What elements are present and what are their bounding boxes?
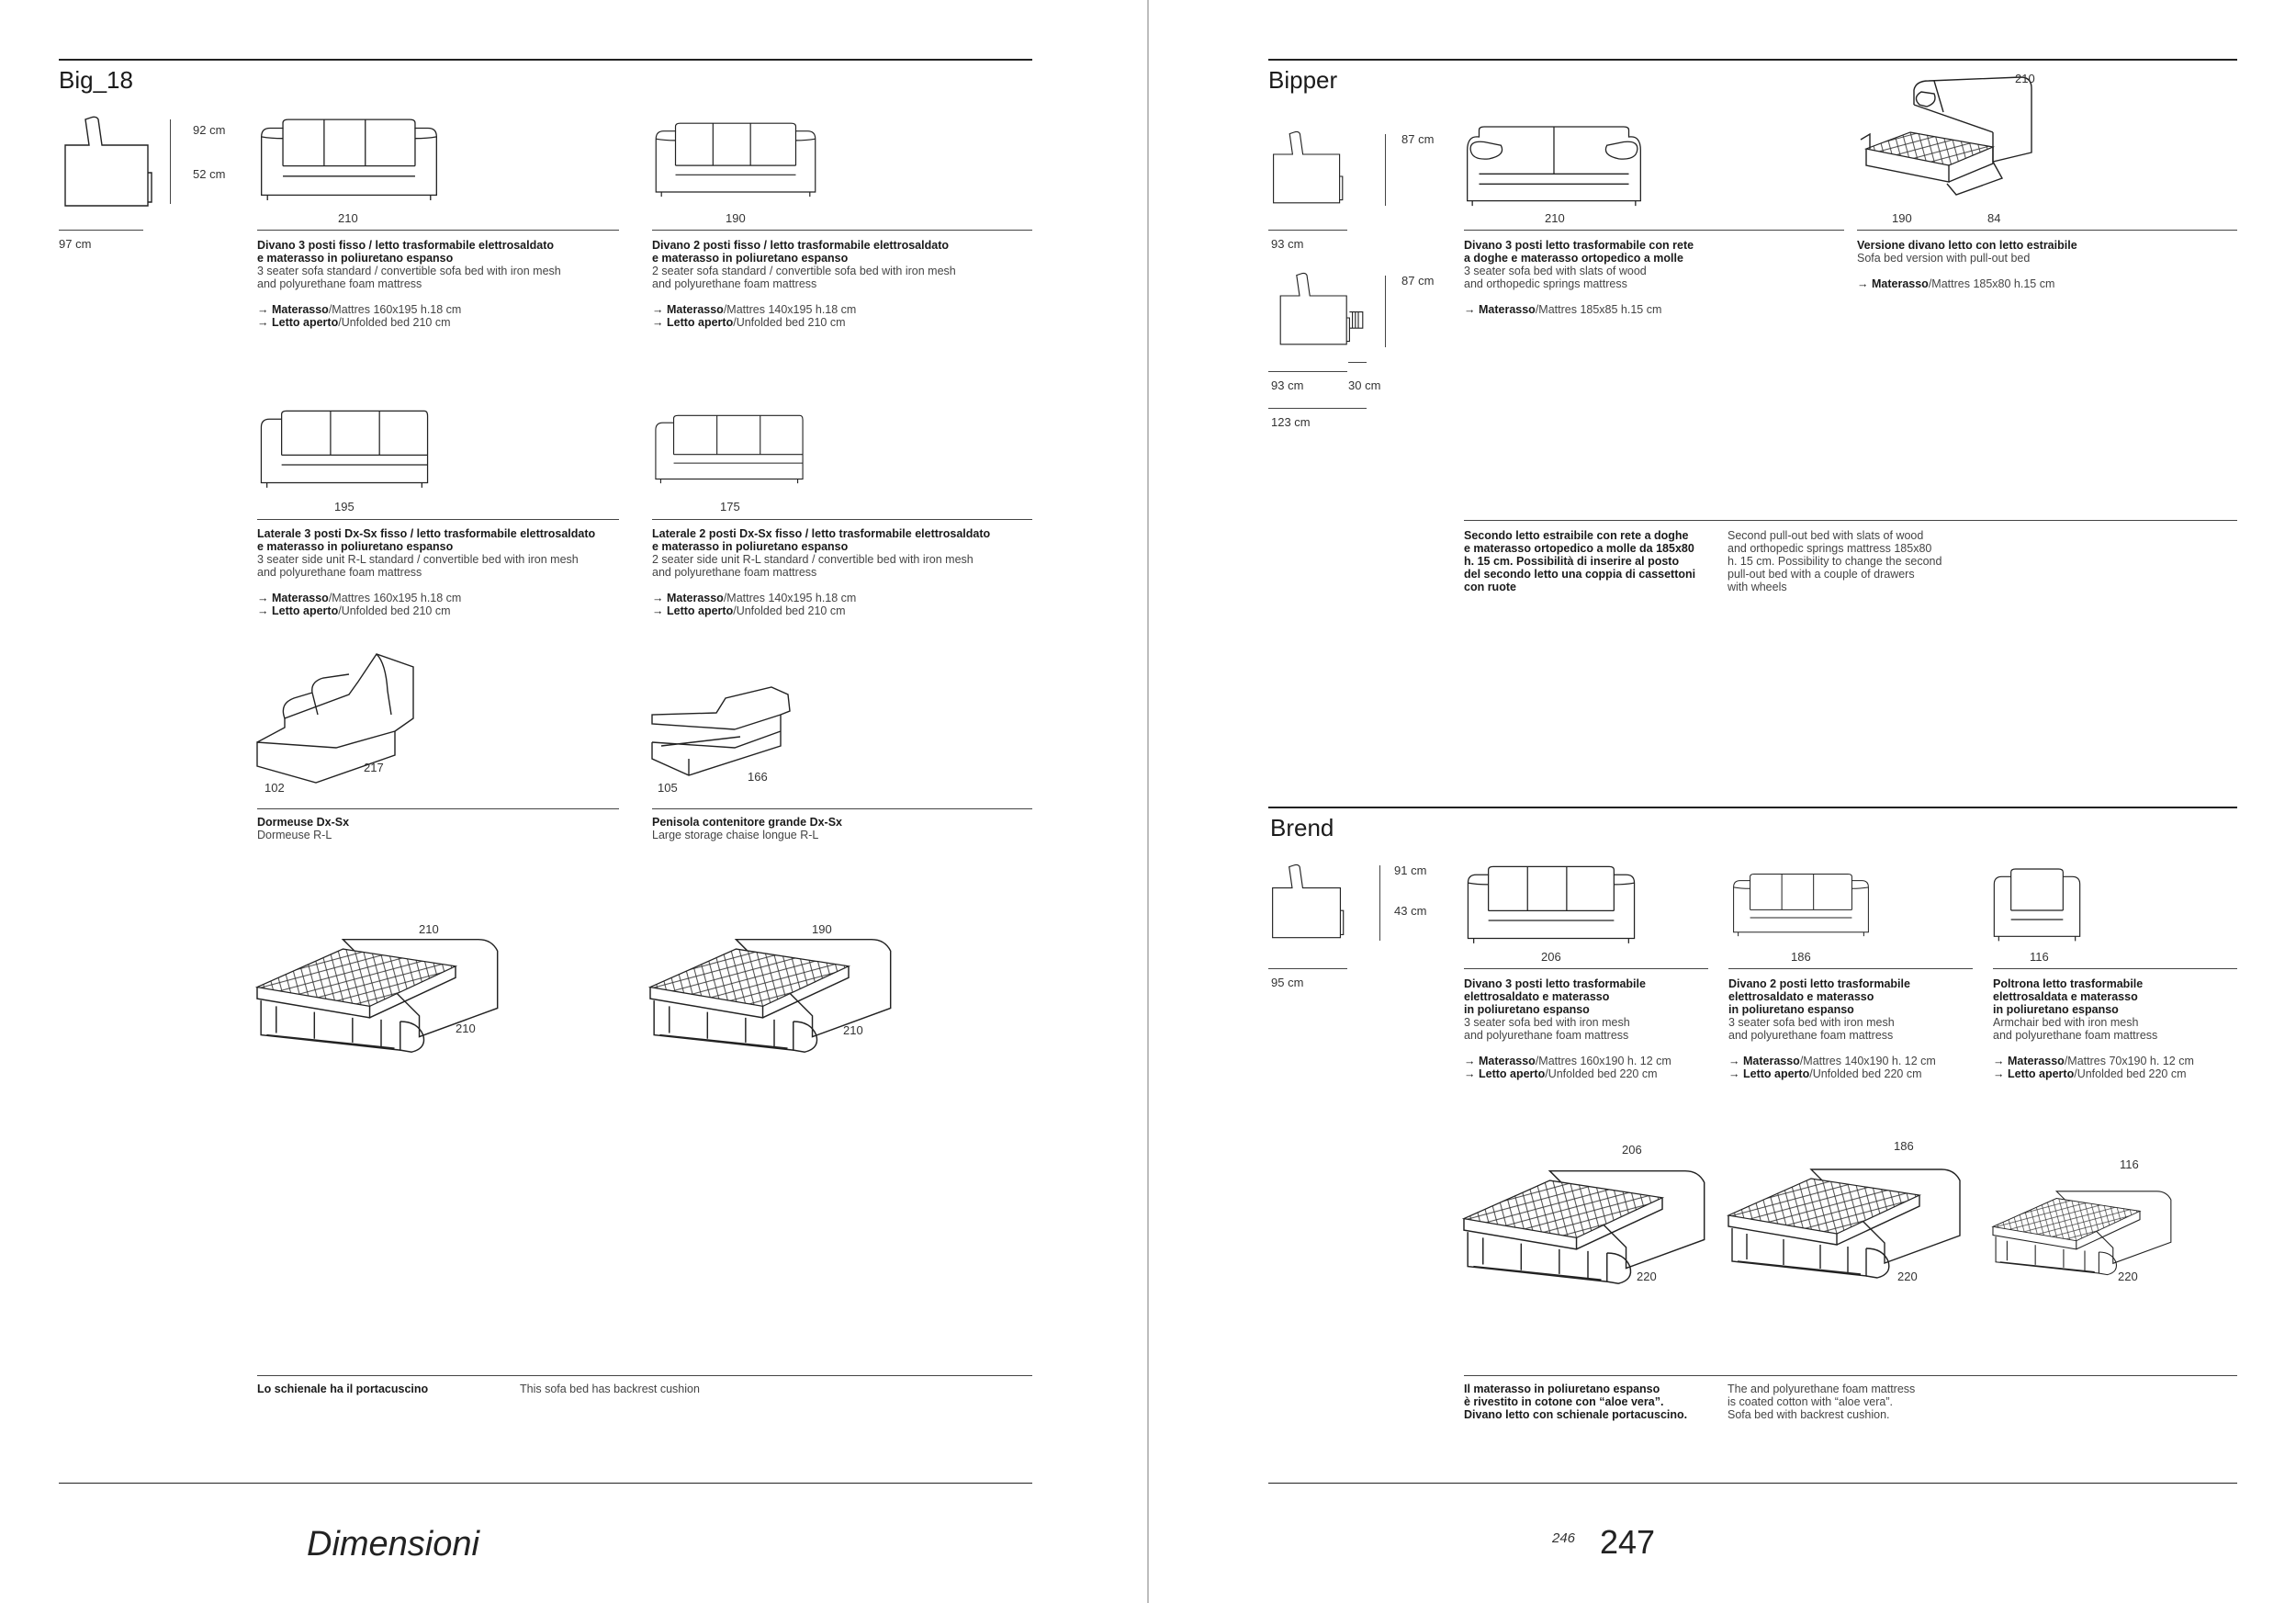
caption-rule xyxy=(652,519,1032,520)
dimension-label: 217 xyxy=(364,761,384,774)
header-rule xyxy=(59,59,1032,61)
item-caption: Divano 2 posti letto trasformabile elettrosaldato e materasso in poliuretano espanso 3 seater sofa bed with iron mesh and polyurethane foam mattress → Materasso/Mattres 140x190 h. 12 cm → Letto aperto/Unfolded bed 220 cm xyxy=(1728,977,1936,1080)
caption-rule xyxy=(652,808,1032,809)
depth-dimension: 97 cm xyxy=(59,237,92,251)
depth-dimension: 93 cm xyxy=(1271,237,1304,251)
dimension-label: 190 xyxy=(812,922,832,936)
footer-section-name: Dimensioni xyxy=(307,1525,479,1563)
width-label: 116 xyxy=(2030,950,2049,964)
dimension-label: 210 xyxy=(419,922,439,936)
dimension-label: 220 xyxy=(2118,1270,2138,1283)
width-label: 190 xyxy=(726,211,746,225)
section-title-bipper: Bipper xyxy=(1268,66,1338,94)
item-caption: Divano 3 posti letto trasformabile elettrosaldato e materasso in poliuretano espanso 3 seater sofa bed with iron mesh and polyurethane foam mattress → Materasso/Mattres 160x190 h. 12 cm → Letto aperto/Unfolded bed 220 cm xyxy=(1464,977,1671,1080)
sofa-3-seat-drawing xyxy=(257,118,441,204)
brend-sofa-3-drawing xyxy=(1464,865,1638,946)
dimension-line xyxy=(170,119,171,204)
second-bed-note-it: Secondo letto estraibile con rete a doghe e materasso ortopedico a molle da 185x80 h. 15 cm. Possibilità di inserire al posto del secondo letto una coppia di cassettoni con ruote xyxy=(1464,529,1696,593)
caption-rule xyxy=(1464,230,1844,231)
second-bed-note-en: Second pull-out bed with slats of wood and orthopedic springs mattress 185x80 h. 15 cm. Possibility to change the second pull-out bed with a couple of drawers with wheels xyxy=(1728,529,1942,593)
height-dimension: 91 cm xyxy=(1394,864,1427,877)
seat-height-dimension: 43 cm xyxy=(1394,904,1427,918)
dimension-label: 220 xyxy=(1637,1270,1657,1283)
dimension-label: 206 xyxy=(1622,1143,1642,1157)
side-view-drawing xyxy=(1268,865,1349,941)
dimension-label: 190 xyxy=(1892,211,1912,225)
item-caption: Versione divano letto con letto estraibile Sofa bed version with pull-out bed → Materasso/Mattres 185x80 h.15 cm xyxy=(1857,239,2077,290)
caption-rule xyxy=(1857,230,2237,231)
bipper-pullout-drawing xyxy=(1855,77,2039,206)
bipper-sofa-drawing xyxy=(1464,127,1644,208)
dimension-line xyxy=(1379,865,1380,941)
dimension-label: 210 xyxy=(456,1022,476,1035)
section-title-big18: Big_18 xyxy=(59,66,133,94)
width-label: 195 xyxy=(334,500,355,514)
side-unit-2-seat-drawing xyxy=(652,408,806,492)
width-label: 210 xyxy=(1545,211,1565,225)
section-title-brend: Brend xyxy=(1270,814,1334,841)
dimension-label: 166 xyxy=(748,770,768,784)
brend-sofa-2-drawing xyxy=(1730,865,1872,946)
dimension-label: 210 xyxy=(2015,72,2035,85)
side-view-drawing xyxy=(59,118,160,209)
dimension-label: 220 xyxy=(1897,1270,1918,1283)
width-label: 210 xyxy=(338,211,358,225)
dimension-label: 116 xyxy=(2120,1157,2139,1171)
brend-armchair-drawing xyxy=(1991,865,2083,946)
depth-dimension: 93 cm xyxy=(1271,378,1304,392)
note-rule xyxy=(1464,1375,2237,1376)
page-spine xyxy=(1147,0,1149,1603)
sofa-2-seat-drawing xyxy=(652,118,819,204)
width-label: 175 xyxy=(720,500,740,514)
open-bed-drawing xyxy=(257,928,505,1066)
caption-rule xyxy=(257,519,619,520)
side-view-drawing xyxy=(1268,132,1349,206)
caption-rule xyxy=(257,808,619,809)
height-dimension: 87 cm xyxy=(1401,132,1435,146)
open-bed-drawing xyxy=(1993,1172,2177,1295)
item-caption: Divano 3 posti letto trasformabile con rete a doghe e materasso ortopedico a molle 3 seater sofa bed with slats of wood and orthopedic springs mattress → Materasso/Mattres 185x85 h.15 cm xyxy=(1464,239,1694,316)
depth-dimension: 95 cm xyxy=(1271,976,1304,989)
width-label: 186 xyxy=(1791,950,1811,964)
dimension-line xyxy=(1385,276,1386,347)
height-dimension: 92 cm xyxy=(193,123,226,137)
caption-rule xyxy=(257,230,619,231)
header-rule xyxy=(1268,807,2237,808)
item-caption: Divano 3 posti fisso / letto trasformabile elettrosaldato e materasso in poliuretano espanso 3 seater sofa standard / convertible sofa bed with iron mesh and polyurethane foam mattress → Materasso/Mattres 160x195 h.18 cm → Letto aperto/Unfolded bed 210 cm xyxy=(257,239,561,329)
open-bed-drawing xyxy=(650,928,898,1066)
mattress-note-it: Il materasso in poliuretano espanso è rivestito in cotone con “aloe vera”. Divano letto con schienale portacuscino. xyxy=(1464,1383,1688,1421)
penisola-drawing xyxy=(652,687,790,779)
caption-rule xyxy=(652,230,1032,231)
height-dimension: 87 cm xyxy=(1401,274,1435,288)
width-label: 206 xyxy=(1541,950,1561,964)
depth-dimension: 30 cm xyxy=(1348,378,1381,392)
dimension-label: 105 xyxy=(658,781,678,795)
dimension-label: 102 xyxy=(264,781,285,795)
dimension-label: 210 xyxy=(843,1023,863,1037)
depth-dimension: 123 cm xyxy=(1271,415,1311,429)
seat-height-dimension: 52 cm xyxy=(193,167,226,181)
depth-line xyxy=(1268,230,1347,231)
caption-rule xyxy=(1993,968,2237,969)
dimension-line xyxy=(1385,134,1386,206)
item-caption: Penisola contenitore grande Dx-Sx Large storage chaise longue R-L xyxy=(652,816,842,841)
mattress-note-en: The and polyurethane foam mattress is coated cotton with “aloe vera”. Sofa bed with backrest cushion. xyxy=(1728,1383,1916,1421)
depth-line xyxy=(1268,371,1347,372)
dormeuse-drawing xyxy=(257,654,422,773)
side-view-pullout-drawing xyxy=(1268,274,1375,347)
page-number-right: 247 xyxy=(1600,1523,1656,1561)
footer-rule xyxy=(1268,1483,2237,1484)
open-bed-drawing xyxy=(1464,1159,1712,1297)
dimension-label: 186 xyxy=(1894,1139,1914,1153)
backrest-note-en: This sofa bed has backrest cushion xyxy=(520,1383,700,1395)
item-caption: Laterale 2 posti Dx-Sx fisso / letto trasformabile elettrosaldato e materasso in poliuretano espanso 2 seater side unit R-L standard / convertible bed with iron mesh and polyurethane foam mattress → Materasso/Mattres 140x195 h.18 cm → Letto aperto/Unfolded bed 210 cm xyxy=(652,527,991,617)
backrest-note-it: Lo schienale ha il portacuscino xyxy=(257,1383,429,1395)
note-rule xyxy=(257,1375,1032,1376)
depth-line xyxy=(1268,968,1347,969)
note-rule xyxy=(1464,520,2237,521)
item-caption: Laterale 3 posti Dx-Sx fisso / letto trasformabile elettrosaldato e materasso in poliuretano espanso 3 seater side unit R-L standard / convertible bed with iron mesh and polyurethane foam mattress → Materasso/Mattres 160x195 h.18 cm → Letto aperto/Unfolded bed 210 cm xyxy=(257,527,596,617)
page-number-left: 246 xyxy=(1552,1530,1576,1546)
item-caption: Dormeuse Dx-Sx Dormeuse R-L xyxy=(257,816,350,841)
item-caption: Poltrona letto trasformabile elettrosaldata e materasso in poliuretano espanso Armchair bed with iron mesh and polyurethane foam mattress → Materasso/Mattres 70x190 h. 12 cm → Letto aperto/Unfolded bed 220 cm xyxy=(1993,977,2194,1080)
caption-rule xyxy=(1728,968,1973,969)
dimension-label: 84 xyxy=(1987,211,2001,225)
header-rule xyxy=(1268,59,2237,61)
depth-line xyxy=(1348,362,1367,363)
side-unit-3-seat-drawing xyxy=(257,408,432,492)
open-bed-drawing xyxy=(1728,1156,1967,1293)
item-caption: Divano 2 posti fisso / letto trasformabile elettrosaldato e materasso in poliuretano espanso 2 seater sofa standard / convertible sofa bed with iron mesh and polyurethane foam mattress → Materasso/Mattres 140x195 h.18 cm → Letto aperto/Unfolded bed 210 cm xyxy=(652,239,956,329)
caption-rule xyxy=(1464,968,1708,969)
footer-rule xyxy=(59,1483,1032,1484)
depth-line xyxy=(1268,408,1367,409)
depth-line xyxy=(59,230,143,231)
